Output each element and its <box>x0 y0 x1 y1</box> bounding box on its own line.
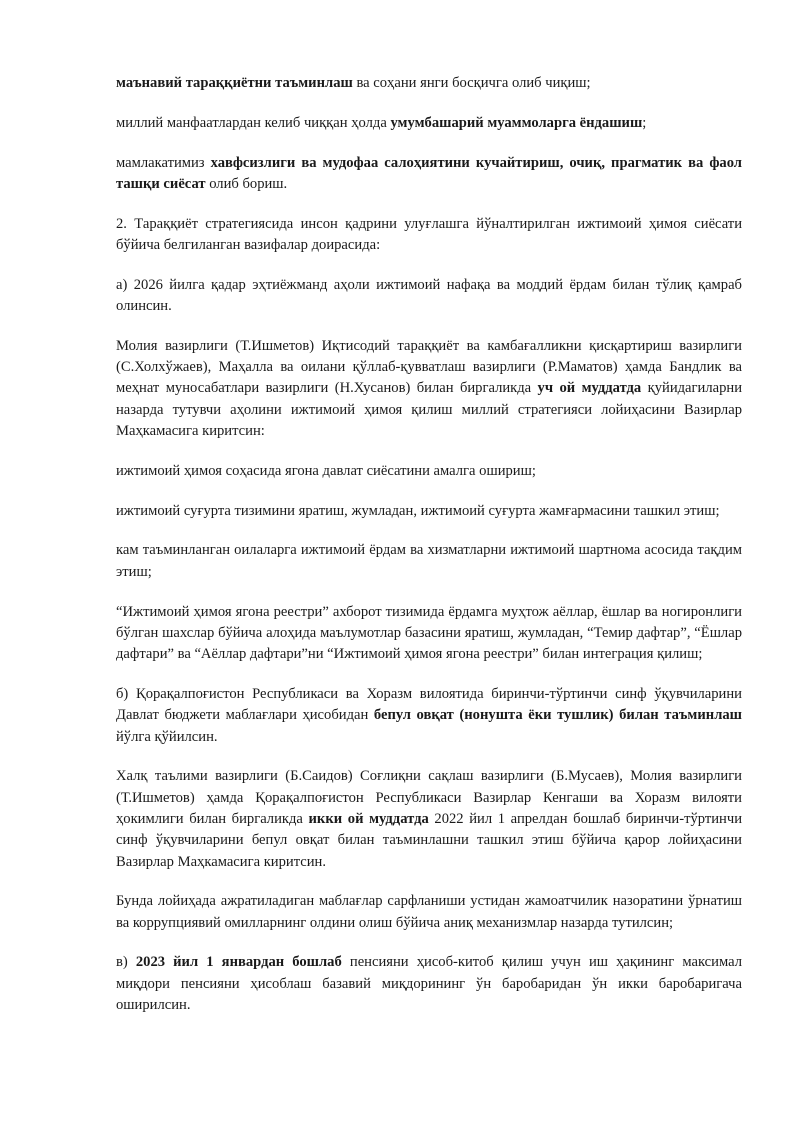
paragraph <box>116 501 742 522</box>
paragraph <box>116 336 742 442</box>
text-run: 2. Тараққиёт стратегиясида инсон қадрини улуғлашга йўналтирилган ижтимоий ҳимоя сиёсати бўйича белгиланган вазифалар доирасида: <box>116 215 742 253</box>
text-run: ижтимоий суғурта тизимини яратиш, жумладан, ижтимоий суғурта жамғармасини ташкил этиш; <box>116 502 720 519</box>
text-run: ва соҳани янги босқичга олиб чиқиш; <box>352 75 591 91</box>
paragraph <box>116 952 742 1016</box>
bold-text-run: бепул овқат (нонушта ёки тушлик) билан таъминлаш <box>373 707 742 724</box>
bold-text-run: умумбашарий муаммоларга ёндашиш <box>390 114 643 131</box>
paragraph <box>116 602 742 666</box>
text-run: ижтимоий ҳимоя соҳасида ягона давлат сиёсатини амалга ошириш; <box>116 462 536 479</box>
text-run: 2022 йил 1 апрелдан бошлаб биринчи-тўртинчи синф ўқувчиларини бепул овқат билан таъминлашни ташкил этиш бўйича қарор лойиҳасини Вазирлар Маҳкамасига киритсин. <box>116 810 743 870</box>
text-run: мамлакатимиз <box>116 154 211 171</box>
paragraph <box>116 214 742 257</box>
bold-text-run: уч ой муддатда <box>537 380 642 397</box>
paragraph <box>116 113 742 134</box>
text-run: ; <box>642 114 647 131</box>
bold-text-run: икки ой муддатда <box>308 810 429 827</box>
text-run: қуйидагиларни назарда тутувчи аҳолини ижтимоий ҳимоя қилиш миллий стратегияси лойиҳасини Вазирлар Маҳкамасига киритсин: <box>116 380 743 440</box>
document-body <box>116 73 742 1016</box>
text-run: “Ижтимоий ҳимоя ягона реестри” ахборот тизимида ёрдамга муҳтож аёллар, ёшлар ва ногиронлиги бўлган шахслар бўйича алоҳида маълумотлар базасини яратиш, жумладан, “Темир дафтар”, “Ёшлар дафтари” ва “Аёллар дафтари”ни “Ижтимоий ҳимоя ягона реестри” билан интеграция қилиш; <box>116 603 742 663</box>
paragraph <box>116 766 742 872</box>
text-run: а) 2026 йилга қадар эҳтиёжманд аҳоли ижтимоий нафақа ва моддий ёрдам билан тўлиқ қамраб олинсин. <box>116 276 742 315</box>
text-run: миллий манфаатлардан келиб чиққан ҳолда <box>116 114 391 131</box>
text-run: кам таъминланган оилаларга ижтимоий ёрдам ва хизматларни ижтимоий шартнома асосида тақдим этиш; <box>116 542 742 580</box>
text-run: пенсияни ҳисоб-китоб қилиш учун иш ҳақининг максимал миқдори пенсияни ҳисоблаш базавий миқдорининг ўн баробаридан ўн икки баробаригача оширилсин. <box>116 954 742 1013</box>
paragraph <box>116 461 742 482</box>
text-run: олиб бориш. <box>205 175 288 192</box>
bold-text-run: 2023 йил 1 январдан бошлаб <box>135 954 342 971</box>
text-run: в) <box>116 954 136 971</box>
paragraph <box>116 153 742 196</box>
paragraph <box>116 891 742 934</box>
bold-text-run: маънавий тараққиётни таъминлаш <box>116 75 353 91</box>
paragraph <box>116 540 742 583</box>
text-run: йўлга қўйилсин. <box>116 728 218 745</box>
paragraph <box>116 275 742 318</box>
paragraph <box>116 684 742 748</box>
text-run: Молия вазирлиги (Т.Ишметов) Иқтисодий тараққиёт ва камбағалликни қисқартириш вазирлиги (С.Холхўжаев), Маҳалла ва оилани қўллаб-қувватлаш вазирлиги (Р.Маматов) ҳамда Бандлик ва меҳнат муносабатлари вазирлиги (Н.Хусанов) билан биргаликда <box>116 337 742 397</box>
text-run: Халқ таълими вазирлиги (Б.Саидов) Соғлиқни сақлаш вазирлиги (Б.Мусаев), Молия вазирлиги (Т.Ишметов) ҳамда Қорақалпоғистон Республикаси Вазирлар Кенгаши ва Хоразм вилояти ҳокимлиги билан биргаликда <box>116 768 742 827</box>
paragraph <box>116 73 742 94</box>
bold-text-run: хавфсизлиги ва мудофаа салоҳиятини кучайтириш, очиқ, прагматик ва фаол ташқи сиёсат <box>116 154 742 192</box>
text-run: б) Қорақалпоғистон Республикаси ва Хоразм вилоятида биринчи-тўртинчи синф ўқувчиларини Давлат бюджети маблағлари ҳисобидан <box>116 685 742 724</box>
text-run: Бунда лойиҳада ажратиладиган маблағлар сарфланиши устидан жамоатчилик назоратини ўрнатиш ва коррупциявий омилларнинг олдини олиш бўйича аниқ механизмлар назарда тутилсин; <box>116 893 742 931</box>
